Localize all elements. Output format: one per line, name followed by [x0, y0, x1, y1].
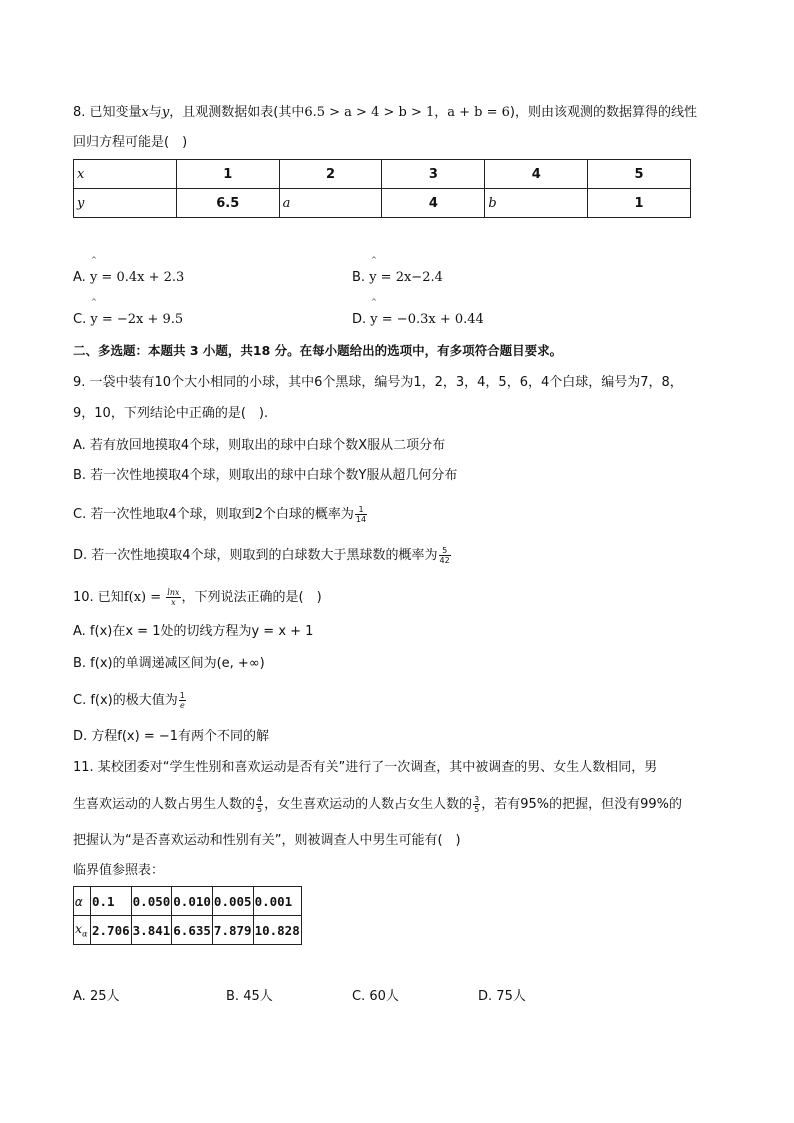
q11-line1: 11. 某校团委对“学生性别和喜欢运动是否有关”进行了一次调查，其中被调查的男、女生人数相同，男 [73, 760, 658, 775]
q11-text: 生喜欢运动的人数占男生人数的 [73, 797, 256, 812]
table-cell: 0.010 [172, 887, 213, 916]
numerator: 5 [439, 546, 451, 556]
option-label: B. [226, 989, 240, 1004]
q10-option-a[interactable]: A. f(x)在x = 1处的切线方程为y = x + 1 [73, 624, 314, 639]
x-symbol: x [75, 921, 83, 937]
option-text: 25人 [89, 989, 120, 1004]
table-cell: 0.005 [212, 887, 253, 916]
q8-line1 [73, 104, 697, 122]
denominator: e [179, 701, 185, 710]
q8-option-d[interactable] [352, 311, 484, 329]
q8-option-c[interactable] [73, 311, 183, 329]
q10-option-b[interactable]: B. f(x)的单调递减区间为(e, +∞) [73, 656, 265, 671]
table-row [74, 887, 302, 916]
section-heading: 二、多选题：本题共 3 小题，共18 分。在每小题给出的选项中，有多项符合题目要求。 [73, 343, 563, 358]
numerator: 4 [257, 795, 263, 804]
denominator: 14 [355, 515, 367, 524]
q8-text: 8. 已知变量 [73, 105, 142, 120]
q11-option-c[interactable] [352, 988, 399, 1006]
alpha-subscript: α [82, 929, 88, 939]
table-row [74, 189, 691, 218]
var-y: y [161, 105, 170, 120]
table-cell: 6.5 [176, 189, 279, 218]
option-label: A. [73, 989, 86, 1004]
hat-mark: ^ [371, 298, 377, 306]
denominator: 42 [439, 556, 450, 565]
numerator: 1 [179, 691, 185, 700]
option-text: y = 2x−2.4 [369, 270, 443, 285]
option-text: D. 若一次性地摸取4个球，则取到的白球数大于黑球数的概率为 [73, 548, 438, 563]
q9-line1: 9. 一袋中装有10个大小相同的小球，其中6个黑球，编号为1，2，3，4，5，6，4个白球，编号为7，8， [73, 375, 683, 390]
denominator: 5 [257, 805, 263, 814]
table-cell: 2.706 [91, 916, 132, 945]
table-cell [74, 916, 91, 945]
q10-option-c[interactable] [73, 691, 187, 710]
q11-option-b[interactable] [226, 988, 273, 1006]
option-label: C. [352, 989, 366, 1004]
table-cell: y [74, 189, 177, 218]
table-cell: 5 [588, 160, 691, 189]
hat-mark: ^ [371, 256, 377, 264]
critical-value-label: 临界值参照表： [73, 863, 165, 878]
option-label: A. [73, 270, 86, 285]
q11-line2 [73, 795, 682, 814]
table-cell: b [485, 189, 588, 218]
option-text: y = 0.4x + 2.3 [89, 270, 185, 285]
q11-line3: 把握认为“是否喜欢运动和性别有关”，则被调查人中男生可能有( ) [73, 833, 461, 848]
table-cell: 4 [382, 189, 485, 218]
numerator: 1 [355, 505, 367, 515]
q9-option-a[interactable]: A. 若有放回地摸取4个球，则取出的球中白球个数X服从二项分布 [73, 438, 446, 453]
var-x: x [141, 105, 149, 120]
table-cell: 7.879 [212, 916, 253, 945]
option-text: y = −2x + 9.5 [90, 312, 184, 327]
option-label: B. [352, 270, 366, 285]
hat-mark: ^ [91, 256, 97, 264]
option-text: 75人 [496, 989, 526, 1004]
table-cell: 6.635 [172, 916, 213, 945]
q9-option-b[interactable]: B. 若一次性地摸取4个球，则取出的球中白球个数Y服从超几何分布 [73, 468, 458, 483]
q10-stem [73, 588, 322, 607]
q11-text: ，女生喜欢运动的人数占女生人数的 [264, 797, 473, 812]
table-cell: α [74, 887, 91, 916]
table-cell: 3 [382, 160, 485, 189]
numerator: lnx [167, 588, 180, 597]
q10-prefix: 10. 已知 [73, 590, 124, 605]
q8-data-table [73, 159, 691, 218]
table-cell: x [74, 160, 177, 189]
q8-line2: 回归方程可能是( ) [73, 135, 188, 150]
q11-text: ，若有95%的把握，但没有99%的 [481, 797, 683, 812]
option-text: 45人 [243, 989, 273, 1004]
table-cell: 2 [279, 160, 382, 189]
option-label: C. [73, 312, 87, 327]
q9-option-c[interactable] [73, 505, 368, 524]
table-cell: 1 [176, 160, 279, 189]
q11-option-a[interactable] [73, 988, 119, 1006]
table-cell: 0.1 [91, 887, 132, 916]
table-cell: 3.841 [131, 916, 172, 945]
q8-text-mid: ，且观测数据如表(其中 [169, 105, 305, 120]
fraction [256, 795, 263, 814]
option-label: D. [352, 312, 367, 327]
q10-function: f(x) = [123, 590, 162, 605]
fraction [179, 691, 186, 710]
critical-value-table [73, 886, 302, 945]
table-row [74, 160, 691, 189]
option-text: C. 若一次性地取4个球，则取到2个白球的概率为 [73, 507, 354, 522]
fraction [473, 795, 480, 814]
table-cell: 0.050 [131, 887, 172, 916]
fraction [166, 588, 180, 607]
table-cell: 10.828 [253, 916, 301, 945]
table-cell: 0.001 [253, 887, 301, 916]
fraction [439, 546, 451, 565]
option-label: D. [478, 989, 493, 1004]
q9-option-d[interactable] [73, 546, 452, 565]
q8-option-b[interactable] [352, 269, 443, 287]
numerator: 3 [474, 795, 480, 804]
table-cell: 4 [485, 160, 588, 189]
option-text: C. f(x)的极大值为 [73, 693, 178, 708]
option-text: y = −0.3x + 0.44 [370, 312, 484, 327]
table-cell: a [279, 189, 382, 218]
option-text: 60人 [369, 989, 399, 1004]
q9-line2: 9，10，下列结论中正确的是( ). [73, 406, 269, 421]
q10-suffix: ，下列说法正确的是( ) [181, 590, 322, 605]
q10-option-d[interactable]: D. 方程f(x) = −1有两个不同的解 [73, 729, 270, 744]
q11-option-d[interactable] [478, 988, 526, 1006]
q8-and: 与 [148, 105, 162, 120]
q8-condition: 6.5 > a > 4 > b > 1，a + b = 6 [304, 105, 510, 120]
fraction [355, 505, 367, 524]
table-cell: 1 [588, 189, 691, 218]
table-row [74, 916, 302, 945]
denominator: x [171, 598, 176, 607]
denominator: 5 [474, 805, 480, 814]
q8-text-suffix: )，则由该观测的数据算得的线性 [509, 105, 697, 120]
hat-mark: ^ [91, 298, 97, 306]
q8-option-a[interactable] [73, 269, 184, 287]
